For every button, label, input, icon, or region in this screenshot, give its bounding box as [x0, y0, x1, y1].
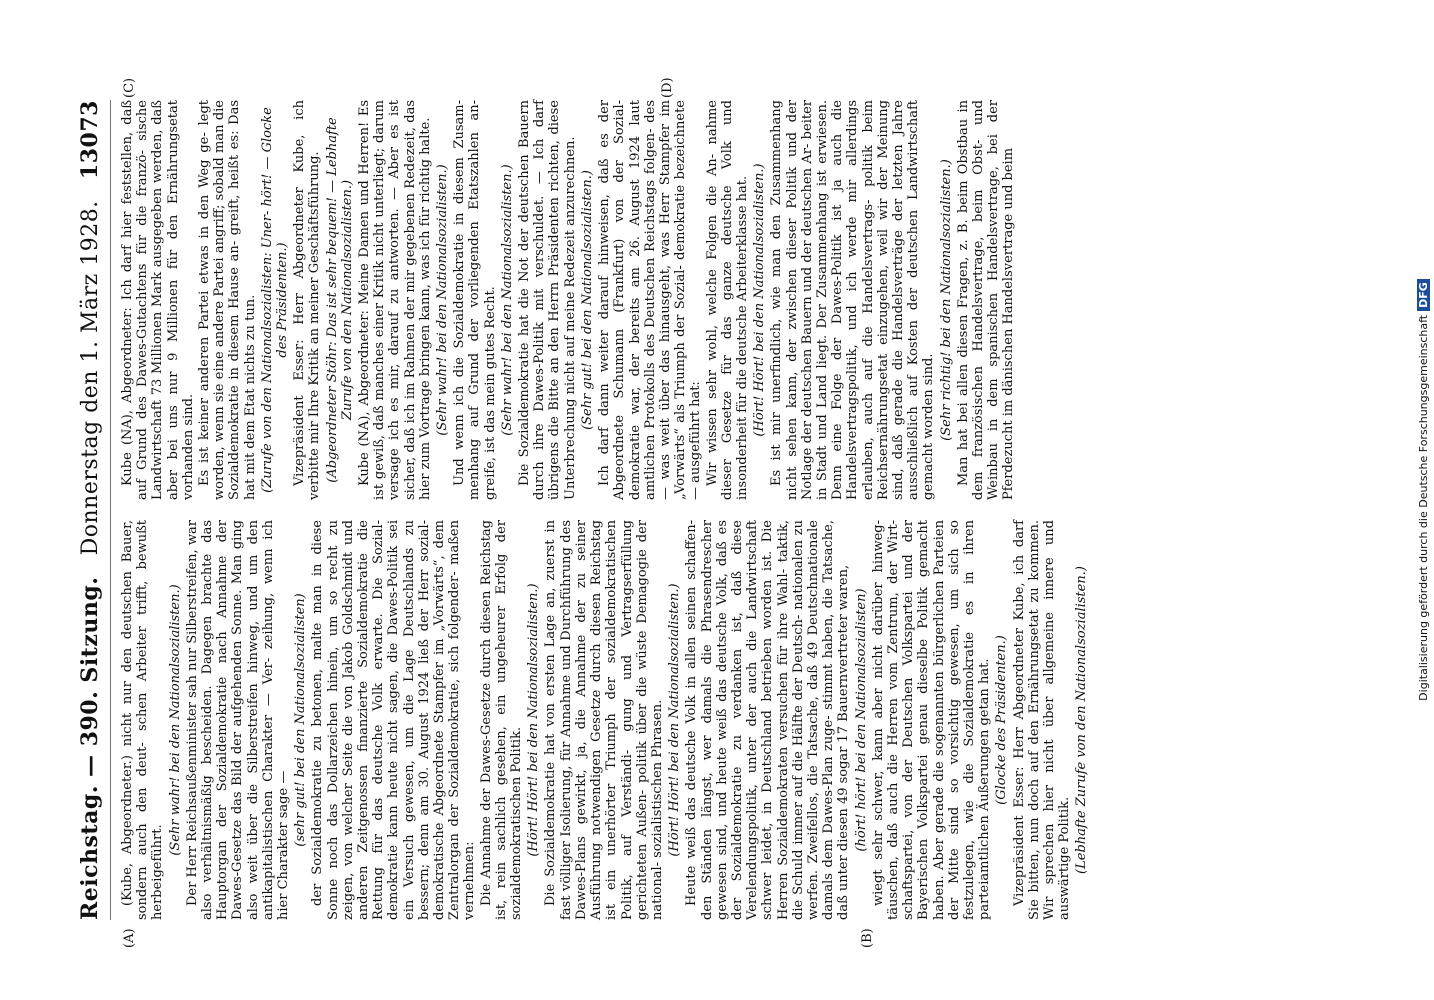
paragraph: Es ist mir unerfindlich, wie man den Zusammenhang nicht sehen kann, der zwischen dieser Politik und der Notlage der deutschen Bauern und der deutschen Ar- beiter in Stadt und Land liegt. Der Zusammenhang ist erwiesen. Denn eine Folge der Dawes-Politik ist ja auch die Handelsvertragspolitik, und ich werde mir allerdings erlauben, auch auf die Handelsvertrags- politik beim Reichsernährungsetat einzugehen, weil wir der Meinung sind, daß gerade die Handelsverträge der letzten Jahre ausschließlich auf Kosten der deutschen Landwirtschaft gemacht worden sind.	[769, 100, 937, 500]
paragraph: Die Sozialdemokratie hat die Not der deutschen Bauern durch ihre Dawes-Politik mit verschuldet. — Ich darf übrigens die Bitte an den Herrn Präsidenten richten, diese Unterbrechung nicht auf meine Redezeit anzurechnen.	[517, 100, 578, 500]
margin-mark-a: (A)	[122, 928, 137, 948]
interjection: (Zurufe von den Nationalsozialisten: Uner- hört! — Glocke des Präsidenten.)	[259, 107, 291, 493]
margin-mark-b: (B)	[860, 928, 875, 948]
paragraph: (Kube, Abgeordneter.) nicht nur den deutschen Bauer, sondern auch den deut- schen Arbeiter trifft, bewußt herbeigeführt.	[120, 520, 166, 920]
interjection: (Glocke des Präsidenten.)	[994, 635, 1010, 805]
paragraph: Es ist keiner anderen Partei etwas in den Weg ge- legt worden, wenn sie eine andere Partei angriff; sobald man die Sozialdemokratie in diesem Hause an- greift, heißt es: Das hat mit dem Etat nichts zu tun.	[197, 100, 258, 500]
interjection: (Sehr wahr! bei den Nationalsozialisten.)	[435, 164, 451, 436]
interjection: (sehr gut! bei den Nationalsozialisten)	[293, 593, 309, 847]
right-text-column	[120, 100, 1018, 500]
side-note-text: Digitalisierung gefördert durch die Deutsche Forschungsgemeinschaft	[1416, 314, 1430, 701]
paragraph: Ich darf dann weiter darauf hinweisen, daß es der Abgeordnete Schumann (Frankfurt) von der Sozial- demokratie war, der bereits am 26. August 1924 laut amtlichen Protokolls des Deutschen Reichstags folgen- des — was weit über das hinausgeht, was Herr Stampfer im „Vorwärts“ als Triumph der Sozial- demokratie bezeichnete — ausgeführt hat:	[597, 100, 704, 500]
scanned-page	[60, 60, 1410, 960]
paragraph: Und wenn ich die Sozialdemokratie in diesem Zusam- menhang auf Grund der vorliegenden Etatszahlen an- greife, ist das mein gutes Recht.	[452, 100, 498, 500]
dfg-badge: DFG	[1417, 279, 1430, 311]
header-session: Reichstag. — 390. Sitzung.	[77, 576, 103, 920]
interjection: (Hört! Hört! bei den Nationalsozialisten.)	[526, 583, 542, 857]
paragraph: Man hat bei allen diesen Fragen, z. B. beim Obstbau in dem französischen Handelsvertrage, beim Obst- und Weinbau in dem spanischen Handelsvertrage, bei der Pferdezucht im dänischen Handelsvertrage und beim	[955, 100, 1017, 500]
page-number: 13073	[77, 100, 103, 180]
margin-mark-d: (D)	[660, 77, 675, 98]
header-date: Donnerstag den 1. März 1928.	[77, 200, 103, 556]
interjection: (Sehr wahr! bei den Nationalsozialisten.)	[167, 584, 183, 856]
interjection: (Sehr wahr! bei den Nationalsozialisten.)	[499, 164, 515, 436]
interjection: (Hört! Hört! bei den Nationalsozialisten.)	[667, 583, 683, 857]
side-note	[1414, 10, 1432, 970]
page-header	[70, 100, 111, 920]
paragraph: Der Herr Reichsaußenminister sah nur Silberstreifen, war also verhältnismäßig bescheiden. Dagegen brachte das Hauptorgan der Sozialdemokratie nach Annahme der Dawes-Gesetze das Bild der aufgehenden Sonne. Man ging also weit über die Silberstreifen hinweg, und um den antikapitalistischen Charakter — Ver- zeihung, wenn ich hier Charakter sage —	[184, 520, 292, 920]
paragraph: Die Annahme der Dawes-Gesetze durch diesen Reichstag ist, rein sachlich gesehen, ein ungeheurer Erfolg der sozialdemokratischen Politik.	[478, 520, 525, 920]
interjection: (Sehr gut! bei den Nationalsozialisten.)	[579, 170, 595, 430]
paragraph: wiegt sehr schwer, kann aber nicht darüber hinweg- täuschen, daß auch die Herren vom Zentrum, der Wirt- schaftspartei, von der Deutschen Volkspartei und der Bayerischen Volkspartei genau dieselbe Politik gemacht haben. Aber gerade die sogenannten bürgerlichen Parteien der Mitte sind so vorsichtig gewesen, um sich so festzulegen, wie die Sozialdemokratie es in ihren parteiamtlichen Äußerungen getan hat.	[870, 520, 993, 920]
interjection: (hört! hört! bei den Nationalsozialisten)	[853, 588, 869, 852]
left-text-column	[120, 520, 1092, 920]
paragraph: Wir wissen sehr wohl, welche Folgen die An- nahme dieser Gesetze für das ganze deutsche Volk und insonderheit für die deutsche Arbeiterklasse hat.	[704, 100, 750, 500]
paragraph: Die Sozialdemokratie hat von ersten Lage an, zuerst in fast völliger Isolierung, für Annahme und Durchführung des Dawes-Plans gewirkt, ja, die Annahme der zu seiner Ausführung notwendigen Gesetze durch diesen Reichstag ist ein unerhörter Triumph der sozialdemokratischen Politik, auf Verständi- gung und Vertragserfüllung gerichteten Außen- politik über die wüste Demagogie der national- sozialistischen Phrasen.	[543, 520, 665, 920]
paragraph: Heute weiß das deutsche Volk in allen seinen schaffen- den Ständen längst, wer damals die Phrasendrescher gewesen sind, und heute weiß das deutsche Volk, daß es der Sozialdemokratie zu verdanken ist, daß diese Verelendungspolitik, unter der auch die Landwirtschaft schwer leidet, in Deutschland betrieben worden ist. Die Herren Sozialdemokraten versuchen für ihre Wahl- taktik, die Schuld immer auf die Hälfte der Deutsch- nationalen zu werfen. Zweifellos, die Tatsache, daß 49 Deutschnationale damals dem Dawes-Plan zuge- stimmt haben, die Tatsache, daß unter diesen 49 sogar 17 Bauernvertreter waren,	[684, 520, 852, 920]
interjection: (Abgeordneter Stöhr: Das ist sehr bequem! — Lebhafte Zurufe von den Nationalsozialisten.)	[324, 117, 355, 483]
rotated-page-content	[60, 60, 1410, 960]
interjection: (Lebhafte Zurufe von den Nationalsozialisten.)	[1074, 566, 1090, 874]
paragraph: Kube (NA), Abgeordneter: Ich darf hier feststellen, daß auf Grund des Dawes-Gutachtens für die franzö- sische Landwirtschaft 73 Millionen Mark ausgegeben werden, daß aber bei uns nur 9 Millionen für den Ernährungsetat vorhanden sind.	[120, 100, 196, 500]
paragraph: Kube (NA), Abgeordneter: Meine Damen und Herren! Es ist gewiß, daß manches einer Kritik nicht unterliegt; darum versage ich es mir, darauf zu antworten. — Aber es ist sicher, daß ich im Rahmen der mir gegebenen Redezeit, das hier zum Vortrage bringen kann, was ich für richtig halte.	[357, 100, 433, 500]
interjection: (Hört! Hört! bei den Nationalsozialisten.)	[752, 163, 768, 437]
paragraph: Vizepräsident Esser: Herr Abgeordneter Kube, ich verbitte mir Ihre Kritik an meiner Geschäftsführung.	[292, 100, 323, 500]
paragraph: der Sozialdemokratie zu betonen, malte man in diese Sonne noch das Dollarzeichen hinein, um so recht zu zeigen, von welcher Seite die von Jakob Goldschmidt und anderen Zeitgenossen finanzierte Sozialdemokratie die Rettung für das deutsche Volk erwarte. Die Sozial- demokratie kann heute nicht sagen, die Dawes-Politik sei ein Versuch gewesen, um die Lage Deutschlands zu bessern; denn am 30. August 1924 ließ der Herr sozial- demokratische Abgeordnete Stampfer im „Vorwärts“, dem Zentralorgan der Sozialdemokratie, sich folgender- maßen vernehmen:	[310, 520, 478, 920]
margin-mark-c: (C)	[122, 77, 137, 98]
paragraph: Vizepräsident Esser: Herr Abgeordneter Kube, ich darf Sie bitten, nun doch auf den Ernährungsetat zu kommen. Wir sprechen hier nicht über allgemeine innere und auswärtige Politik.	[1011, 520, 1073, 920]
interjection: (Sehr richtig! bei den Nationalsozialisten.)	[938, 159, 954, 441]
